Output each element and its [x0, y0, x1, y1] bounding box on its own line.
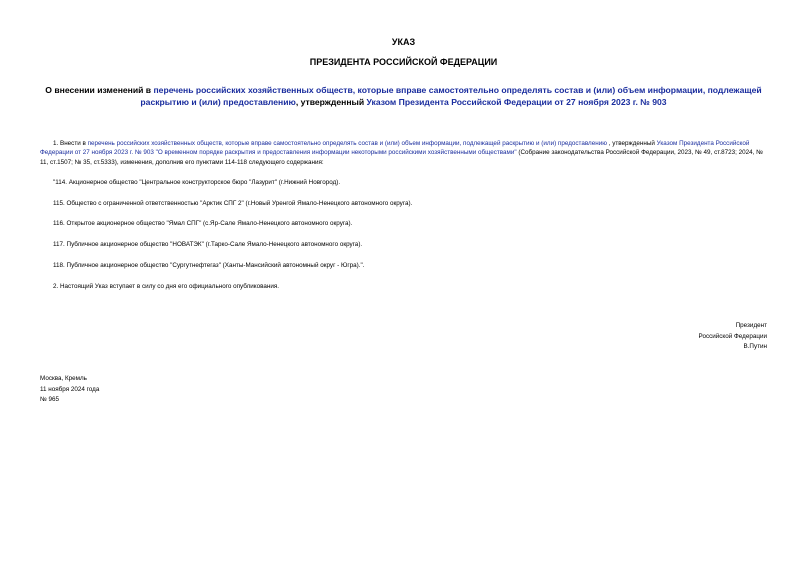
title-link-list[interactable]: перечень российских хозяйственных обществ, которые вправе самостоятельно определять состав и (или) объем информации, подлежащей раскрытию и (или) предоставлению: [140, 85, 762, 107]
paragraph-1-text-2: , утвержденный: [606, 140, 657, 147]
decree-heading: УКАЗ: [391, 37, 416, 47]
signature-name: В.Путин: [743, 343, 767, 351]
president-heading: ПРЕЗИДЕНТА РОССИЙСКОЙ ФЕДЕРАЦИИ: [309, 57, 498, 67]
title-text-1: О внесении изменений в: [45, 85, 154, 95]
paragraph-1-text-1: 1. Внести в: [53, 140, 88, 147]
place-city: Москва, Кремль: [40, 375, 87, 382]
title-text-2: , утвержденный: [295, 97, 367, 107]
decree-number: № 965: [40, 396, 60, 404]
list-item-116: 116. Открытое акционерное общество "Ямал СПГ" (с.Яр-Сале Ямало-Ненецкого автономного округа).: [53, 220, 353, 227]
signature-country: Российской Федерации: [698, 332, 767, 340]
paragraph-2: 2. Настоящий Указ вступает в силу со дня его официального опубликования.: [53, 283, 280, 290]
paragraph-1-link-list[interactable]: перечень российских хозяйственных обществ, которые вправе самостоятельно определять состав и (или) объем информации, подлежащей раскрытию и (или) предоставлению: [87, 140, 607, 147]
paragraph-1-text-3: (Собрание законодательства Российской Федерации, 2023, № 49, ст.8723; 2024, № 11, ст.1507; № 35, ст.5333), изменения, дополнив его пунктами 114-118 следующего содержания:: [40, 149, 763, 166]
list-item-114: "114. Акционерное общество "Центральное конструкторское бюро "Лазурит" (г.Нижний Новгород).: [53, 179, 341, 186]
signature-title: Президент: [735, 322, 767, 329]
paragraph-1-link-decree[interactable]: Указом Президента Российской Федерации от 27 ноября 2023 г. № 903 "О временном порядке раскрытия и предоставления информации некоторыми российскими хозяйственными обществами": [40, 140, 750, 157]
title-link-decree[interactable]: Указом Президента Российской Федерации от 27 ноября 2023 г. № 903: [366, 97, 667, 107]
decree-date: 11 ноября 2024 года: [40, 385, 100, 393]
signature-block: [699, 321, 767, 353]
document-title: [40, 84, 767, 108]
list-item-118: 118. Публичное акционерное общество "Сургутнефтегаз" (Ханты-Мансийский автономный округ - Югра).".: [53, 262, 365, 269]
place-date-block: [40, 374, 99, 406]
list-item-117: 117. Публичное акционерное общество "НОВАТЭК" (г.Тарко-Сале Ямало-Ненецкого автономного округа).: [53, 241, 363, 248]
list-item-115: 115. Общество с ограниченной ответственностью "Арктик СПГ 2" (г.Новый Уренгой Ямало-Ненецкого автономного округа).: [53, 200, 413, 207]
paragraph-1: [40, 139, 767, 167]
